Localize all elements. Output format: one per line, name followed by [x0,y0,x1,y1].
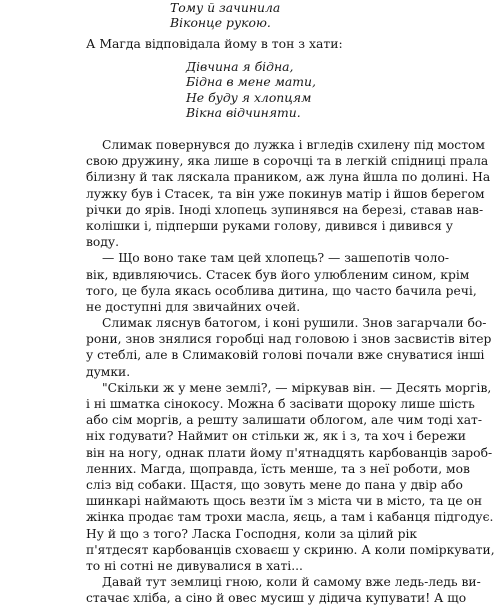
verse-top [170,0,280,31]
verse-line: Вікна відчиняти. [186,105,301,121]
verse-line: Тому й зачинила [170,0,281,15]
paragraph-4-line: то ні сотні не дивувалися в хаті... [86,558,303,573]
paragraph-1-line: річки до ярів. Іноді хлопець зупинявся на березі, ставав нав- [86,202,484,217]
paragraph-2-line: — Що воно таке там цей хлопець? — зашепотів чоло- [102,251,450,266]
paragraph-2-line: не доступні для звичайних очей. [86,299,301,314]
paragraph-3-line: Слимак ляснув батогом, і коні рушили. Знов загарчали бо- [102,316,487,331]
narration-line: А Магда відповідала йому в тон з хати: [86,36,343,51]
paragraph-1-line: воду. [86,235,120,250]
paragraph-4-line: або сім моргів, а решту залишати облогом, але чим тоді хат- [86,413,483,428]
paragraph-4-line: сліз від собаки. Щастя, що зовуть мене до пана у двір або [86,477,463,492]
paragraph-3-line: у стеблі, але в Слимаковій голові почали вже снуватися інші [86,348,485,363]
paragraph-1-line: Слимак повернувся до лужка і вгледів схилену під мостом [102,138,485,152]
paragraph-3-line: думки. [86,364,131,379]
verse-line: Дівчина я бідна, [186,59,294,74]
paragraph-4-line: він на ногу, однак плати йому п'ятнадцять карбованців зароб- [86,445,493,460]
paragraph-1-line: свою дружину, яка лише в сорочці та в легкій спідниці прала [86,154,489,169]
paragraph-3-line: рони, знов знялися горобці над головою і знов засвистів вітер [86,332,492,347]
paragraph-5-line: Давай тут землиці гною, коли й самому вже ледь-ледь ви- [102,575,481,590]
verse-middle [186,59,316,121]
paragraph-4-line: ленних. Магда, щоправда, їсть менше, та з неї роботи, мов [86,461,470,476]
paragraph-5-line: стачає хліба, а сіно й овес мусиш у дідича купувати! А що [86,591,467,606]
paragraph-4-line: "Скільки ж у мене землі?, — міркував він. — Десять моргів, [102,380,492,395]
paragraph-4-line: Ну й що з того? Ласка Господня, коли за цілий рік [86,526,418,541]
paragraph-1-line: лужку був і Стасек, та він уже покинув матір і йшов берегом [86,186,485,201]
verse-line: Не буду я хлопцям [186,89,312,105]
paragraph-4-line: жінка продає там трохи масла, яєць, а там і кабанця підгодує. [86,510,494,525]
paragraph-1-line: білизну й так ляскала праником, аж луна йшла по долині. На [86,170,491,185]
paragraph-1-line: колішки і, підперши руками голову, дивився і дивився у [86,218,454,233]
paragraph-4-line: ніх годувати? Наймит он стільки ж, як і з, та хоч і бережи [86,429,466,444]
verse-line: Віконце рукою. [170,15,271,31]
paragraph-4-line: п'ятдесят карбованців сховаєш у скриню. А коли поміркувати, [86,542,495,557]
paragraph-2-line: вік, вдивляючись. Стасек був його улюбленим сином, крім [86,267,470,282]
prose-body [86,137,495,606]
paragraph-2-line: того, це була якась особлива дитина, що часто бачила речі, [86,283,477,298]
paragraph-4-line: шинкарі наймають щось везти їм з міста чи в місто, та це он [86,494,483,509]
paragraph-4-line: і ні шматка сінокосу. Можна б засівати щороку лише шість [86,397,475,411]
verse-line: Бідна в мене мати, [186,74,316,90]
